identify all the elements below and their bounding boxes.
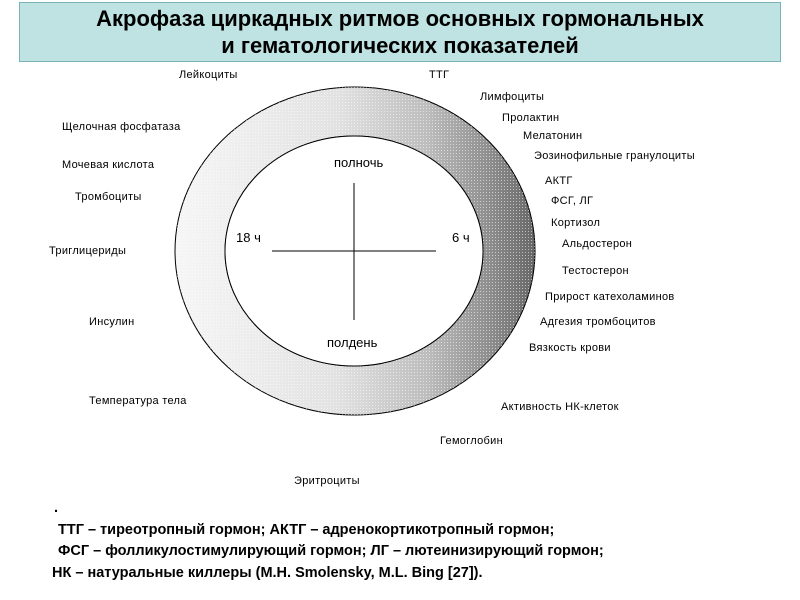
label-fsg-lg: ФСГ, ЛГ bbox=[551, 195, 594, 207]
label-midnight: полночь bbox=[334, 155, 384, 170]
title-line-1: Акрофаза циркадных ритмов основных гормональных bbox=[96, 6, 704, 31]
label-nk-activity: Активность НК-клеток bbox=[501, 401, 619, 413]
label-aldosterone: Альдостерон bbox=[562, 238, 633, 250]
label-ttg: ТТГ bbox=[429, 69, 450, 81]
title-line-2: и гематологических показателей bbox=[221, 33, 579, 58]
label-catecholamines: Прирост катехоламинов bbox=[545, 291, 675, 303]
label-6h: 6 ч bbox=[452, 230, 470, 245]
label-testosterone: Тестостерон bbox=[562, 265, 629, 277]
label-platelet-adhesion: Адгезия тромбоцитов bbox=[540, 316, 656, 328]
footer-line-3: НК – натуральные киллеры (M.H. Smolensky, M.L. Bing [27]). bbox=[52, 564, 483, 581]
label-insulin: Инсулин bbox=[89, 316, 135, 328]
label-leukocytes: Лейкоциты bbox=[179, 69, 238, 81]
label-melatonin: Мелатонин bbox=[523, 130, 583, 142]
label-erythrocytes: Эритроциты bbox=[294, 475, 360, 487]
label-alkaline-phosphatase: Щелочная фосфатаза bbox=[62, 121, 181, 133]
label-prolactin: Пролактин bbox=[502, 112, 560, 124]
footer-line-1: ТТГ – тиреотропный гормон; АКТГ – адренокортикотропный гормон; bbox=[58, 521, 555, 538]
label-eosinophils: Эозинофильные гранулоциты bbox=[534, 150, 695, 162]
label-blood-viscosity: Вязкость крови bbox=[529, 342, 611, 354]
label-cortisol: Кортизол bbox=[551, 217, 601, 229]
label-noon: полдень bbox=[327, 335, 378, 350]
footer-line-2: ФСГ – фолликулостимулирующий гормон; ЛГ – лютеинизирующий гормон; bbox=[58, 543, 604, 559]
label-thrombocytes: Тромбоциты bbox=[75, 191, 142, 203]
label-18h: 18 ч bbox=[236, 230, 261, 245]
label-hemoglobin: Гемоглобин bbox=[440, 435, 503, 447]
label-triglycerides: Триглицериды bbox=[49, 245, 127, 257]
label-body-temperature: Температура тела bbox=[89, 395, 187, 407]
footer-legend bbox=[52, 498, 792, 584]
label-lymphocytes: Лимфоциты bbox=[480, 91, 545, 103]
label-uric-acid: Мочевая кислота bbox=[62, 159, 155, 171]
footer-dot: . bbox=[54, 500, 59, 516]
label-actg: АКТГ bbox=[545, 175, 573, 187]
